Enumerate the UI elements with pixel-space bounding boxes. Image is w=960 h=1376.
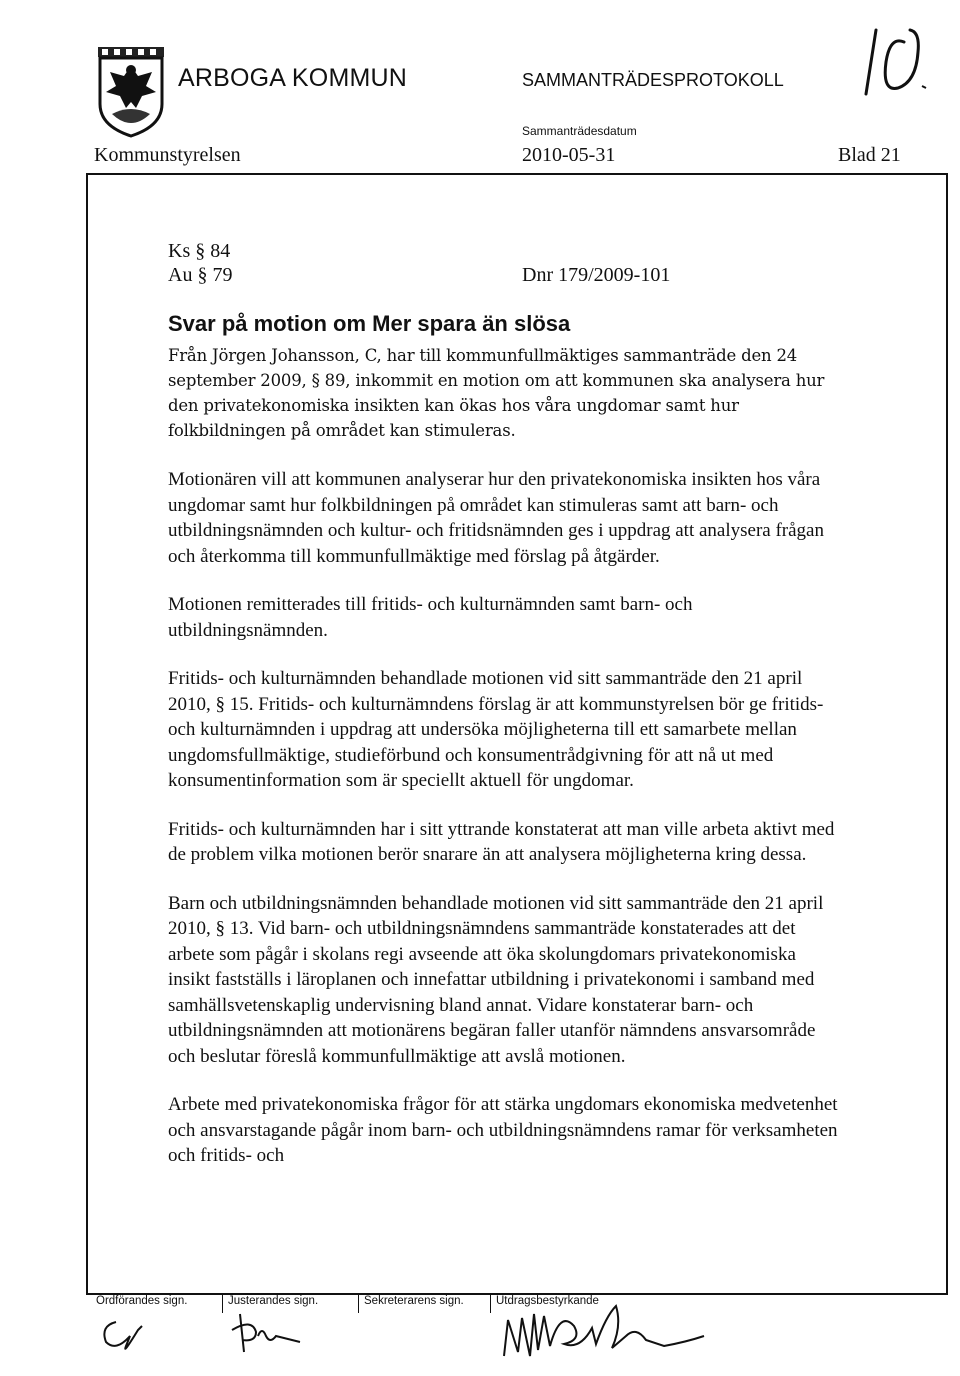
handwritten-page-number [864, 22, 944, 102]
document-title: Svar på motion om Mer spara än slösa [168, 311, 571, 336]
chair-signature-label: Ordförandes sign. [96, 1295, 188, 1307]
diary-number: Dnr 179/2009-101 [522, 264, 671, 286]
document-type: SAMMANTRÄDESPROTOKOLL [522, 70, 784, 90]
paragraph: Motionären vill att kommunen analyserar hur den privatekonomiska insikten hos våra ungdomar samt hur folkbildningen på området kan stimuleras samt att barn- och utbildningsnämnden och kultur- och fritidsnämnden ges i uppdrag att analysera frågan och återkomma till kommunfullmäktige med förslag på åtgärder. [168, 469, 824, 567]
paragraph: Barn och utbildningsnämnden behandlade motionen vid sitt sammanträde den 21 april 2010, § 13. Vid barn- och utbildningsnämndens sammanträde konstaterades att det arbete som pågår i skolans regi avseende att öka skolungdomars privatekonomiska insikt fastställs i läroplanen och innefattar utbildning i privatekonomi i samband med samhällsvetenskaplig undervisning bland annat. Vidare konstaterar barn- och utbildningsnämnden att motionärens begäran faller utanför nämndens ansvarsområde och beslutar föreslå kommunfullmäktige att avslå motionen. [168, 892, 824, 1067]
handwritten-signatures [86, 1296, 806, 1368]
paragraph: Fritids- och kulturnämnden har i sitt yttrande konstaterat att man ville arbeta aktivt med de problem vilka motionen berör snarare än att analysera möjligheterna kring dessa. [168, 818, 835, 865]
ks-paragraph-ref: Ks § 84 [168, 240, 231, 262]
arboga-coat-of-arms-logo [96, 46, 166, 138]
frame-left-border [86, 173, 88, 1295]
au-paragraph-ref: Au § 79 [168, 264, 233, 286]
date-label: Sammanträdesdatum [522, 124, 637, 138]
organization-name: ARBOGA KOMMUN [178, 64, 408, 92]
department-name: Kommunstyrelsen [94, 144, 241, 166]
adjuster-signature-label: Justerandes sign. [228, 1295, 319, 1307]
paragraph: Motionen remitterades till fritids- och kulturnämnden samt barn- och utbildningsnämnden. [168, 594, 693, 641]
sheet-number: Blad 21 [838, 144, 901, 166]
paragraph: Arbete med privatekonomiska frågor för att stärka ungdomars ekonomiska medvetenhet och ansvarstagande pågår inom barn- och utbildningsnämndens ramar för verksamheten och fritids- och [168, 1094, 838, 1166]
paragraph: Från Jörgen Johansson, C, har till kommunfullmäktiges sammanträde den 24 september 2009, § 89, inkommit en motion om att kommunen ska analysera hur den privatekonomiska insikten kan ökas hos våra ungdomar samt hur folkbildningen på området kan stimuleras. [168, 346, 825, 440]
frame-top-border [86, 173, 948, 175]
extract-certification-label: Utdragsbestyrkande [496, 1295, 599, 1307]
meeting-date: 2010-05-31 [522, 144, 616, 166]
secretary-signature-label: Sekreterarens sign. [364, 1295, 464, 1307]
body-text [168, 343, 840, 1192]
paragraph: Fritids- och kulturnämnden behandlade motionen vid sitt sammanträde den 21 april 2010, § 15. Fritids- och kulturnämndens förslag är att kommunstyrelsen bör ge fritids- och kulturnämnden i uppdrag att undersöka möjligheterna till ett samarbete mellan ungdomsfullmäktige, studieförbund och konsumentrådgivning för att nå ut med konsumentinformation som är speciellt aktuell för ungdomar. [168, 668, 824, 791]
frame-right-border [946, 173, 948, 1295]
